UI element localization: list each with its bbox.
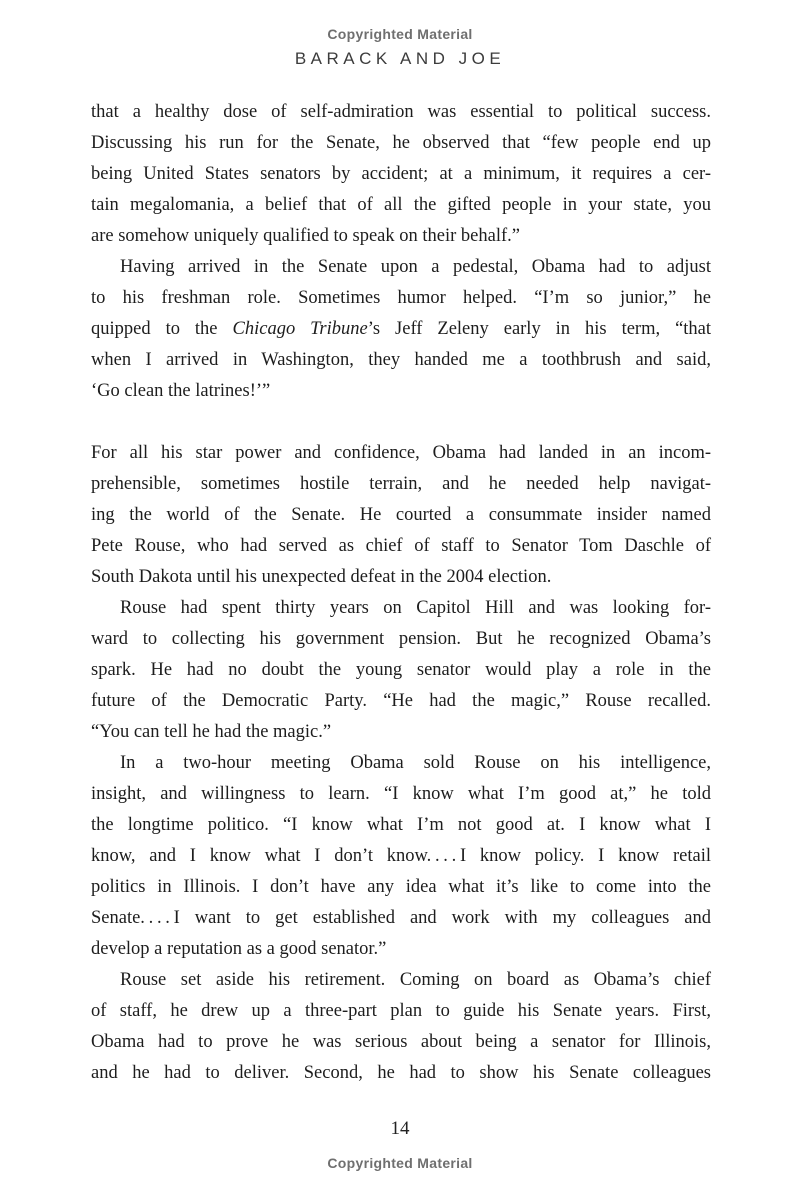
copyright-notice-top: Copyrighted Material	[327, 26, 473, 42]
text-line	[91, 810, 711, 841]
text-line	[91, 1027, 711, 1058]
text-line	[91, 717, 711, 748]
text-segment: South Dakota until his unexpected defeat in the 2004 election.	[91, 567, 552, 587]
text-line	[91, 841, 711, 872]
text-line	[91, 779, 711, 810]
text-segment: being United States senators by accident; at a minimum, it requires a cer-	[91, 164, 711, 184]
text-line	[91, 469, 711, 500]
text-segment: Rouse had spent thirty years on Capitol Hill and was looking for-	[120, 598, 711, 618]
text-segment: develop a reputation as a good senator.”	[91, 939, 387, 959]
text-segment: Pete Rouse, who had served as chief of staff to Senator Tom Daschle of	[91, 536, 711, 556]
text-segment: ‘Go clean the latrines!’”	[91, 381, 271, 401]
text-segment: In a two-hour meeting Obama sold Rouse on his intelligence,	[120, 753, 711, 773]
text-segment: tain megalomania, a belief that of all the gifted people in your state, you	[91, 195, 711, 215]
running-head-title: BARACK AND JOE	[294, 49, 506, 68]
text-segment: quipped to the	[91, 319, 233, 339]
italic-text: Chicago Tribune	[232, 319, 368, 339]
text-line	[91, 624, 711, 655]
text-segment: For all his star power and confidence, Obama had landed in an incom-	[91, 443, 711, 463]
text-segment: of staff, he drew up a three-part plan to guide his Senate years. First,	[91, 1001, 711, 1021]
text-line	[91, 593, 711, 624]
text-segment: Discussing his run for the Senate, he observed that “few people end up	[91, 133, 711, 153]
text-line	[91, 190, 711, 221]
text-segment: that a healthy dose of self-admiration was essential to political success.	[91, 102, 711, 122]
text-line	[91, 283, 711, 314]
copyright-notice-bottom: Copyrighted Material	[327, 1155, 473, 1171]
text-line	[91, 1058, 711, 1089]
text-line	[91, 965, 711, 996]
text-line	[91, 500, 711, 531]
text-line	[91, 934, 711, 965]
text-line	[91, 872, 711, 903]
text-segment: to his freshman role. Sometimes humor helped. “I’m so junior,” he	[91, 288, 711, 308]
text-segment: politics in Illinois. I don’t have any idea what it’s like to come into the	[91, 877, 711, 897]
text-line	[91, 376, 711, 407]
body-text	[91, 97, 711, 1089]
text-line	[91, 996, 711, 1027]
text-segment: Having arrived in the Senate upon a pedestal, Obama had to adjust	[120, 257, 711, 277]
text-segment: ing the world of the Senate. He courted a consummate insider named	[91, 505, 711, 525]
paragraph	[91, 748, 711, 965]
text-line	[91, 531, 711, 562]
text-segment: prehensible, sometimes hostile terrain, and he needed help navigat-	[91, 474, 711, 494]
text-line	[91, 655, 711, 686]
text-segment: Rouse set aside his retirement. Coming on board as Obama’s chief	[120, 970, 711, 990]
paragraph	[91, 593, 711, 748]
text-line	[91, 314, 711, 345]
text-segment: Senate. . . . I want to get established and work with my colleagues and	[91, 908, 711, 928]
text-line	[91, 159, 711, 190]
text-line	[91, 748, 711, 779]
paragraph	[91, 438, 711, 593]
paragraph	[91, 97, 711, 252]
paragraph	[91, 965, 711, 1089]
text-line	[91, 221, 711, 252]
text-segment: are somehow uniquely qualified to speak on their behalf.”	[91, 226, 520, 246]
text-line	[91, 345, 711, 376]
text-segment: future of the Democratic Party. “He had the magic,” Rouse recalled.	[91, 691, 711, 711]
text-segment: when I arrived in Washington, they handed me a toothbrush and said,	[91, 350, 711, 370]
text-line	[91, 438, 711, 469]
paragraph	[91, 252, 711, 407]
text-line	[91, 252, 711, 283]
text-segment: Obama had to prove he was serious about being a senator for Illinois,	[91, 1032, 711, 1052]
text-segment: insight, and willingness to learn. “I know what I’m good at,” he told	[91, 784, 711, 804]
text-segment: ’s Jeff Zeleny early in his term, “that	[367, 319, 712, 339]
text-line	[91, 562, 711, 593]
text-segment: spark. He had no doubt the young senator would play a role in the	[91, 660, 711, 680]
text-segment: know, and I know what I don’t know. . . . I know policy. I know retail	[91, 846, 711, 866]
text-line	[91, 128, 711, 159]
text-segment: “You can tell he had the magic.”	[91, 722, 332, 742]
text-line	[91, 686, 711, 717]
text-segment: ward to collecting his government pension. But he recognized Obama’s	[91, 629, 711, 649]
text-segment: and he had to deliver. Second, he had to show his Senate colleagues	[91, 1063, 711, 1083]
page-number: 14	[390, 1118, 410, 1139]
text-segment: the longtime politico. “I know what I’m not good at. I know what I	[91, 815, 711, 835]
text-line	[91, 903, 711, 934]
text-line	[91, 97, 711, 128]
